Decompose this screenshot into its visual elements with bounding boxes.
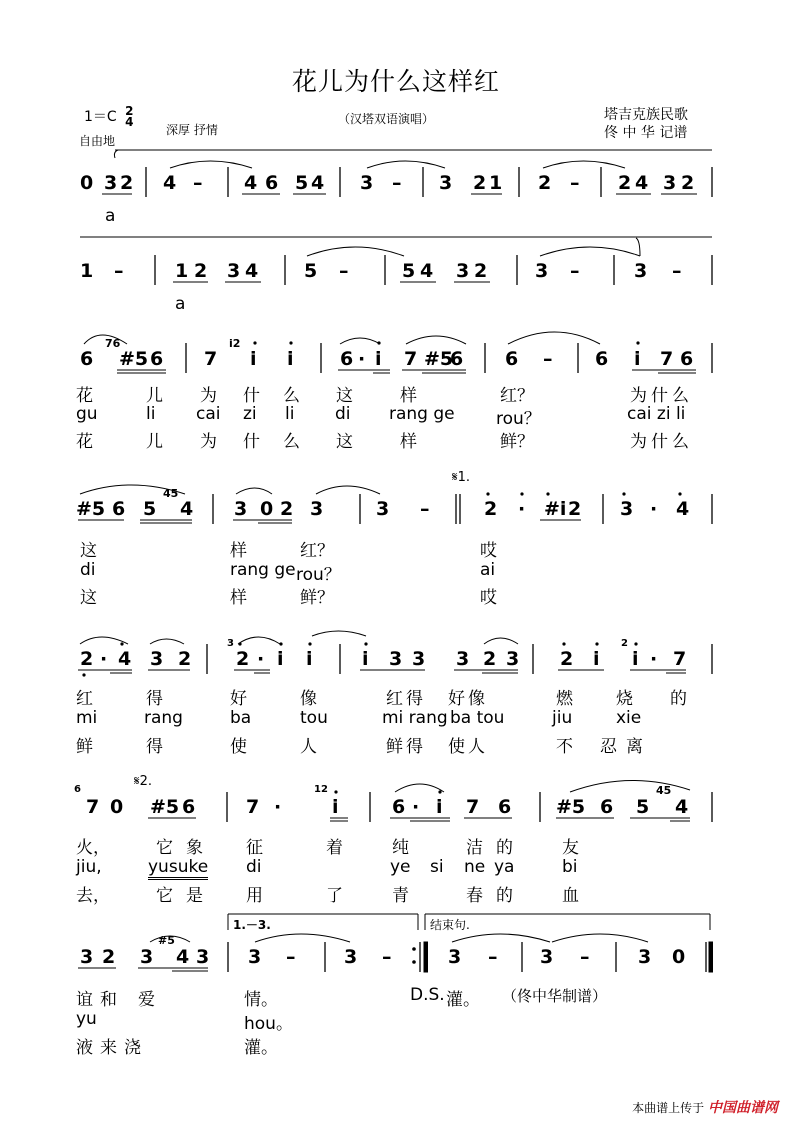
lyric: 儿 [146,432,163,452]
note: 5 [304,260,318,282]
lyric: 么 [283,386,300,406]
grace-note: #5 [158,934,175,947]
note: 3 [456,260,470,282]
page-title: 花儿为什么这样红 [291,67,500,96]
note: #5 [424,348,454,370]
note: 6 [265,172,279,194]
note: – [570,172,580,194]
lyric: 鲜？ [500,432,534,452]
lyric: gu [76,404,98,424]
lyric: 红得 [386,689,426,709]
lyric: 为什么 [630,432,693,452]
lyric: ne [464,857,486,877]
lyric: 液 [76,1038,93,1058]
note: 3 [439,172,453,194]
time-denominator: 4 [125,115,134,129]
note: #5 [119,348,149,370]
note: 4 [245,260,259,282]
lyric: 血 [562,886,579,906]
note: · [358,348,366,370]
bar-lines-row-7 [228,942,706,972]
lyric: 鲜 [76,737,93,757]
lyric: 哎 [480,541,497,561]
lyric: ba tou [450,708,505,728]
note: i [306,648,313,670]
note: 3 [80,946,94,968]
lyric: cai zi li [627,404,686,424]
lyric: li [285,404,295,424]
note: i [375,348,382,370]
lyric: ba [230,708,252,728]
lyric: 使 [230,737,247,757]
lyric: rang [144,708,183,728]
note: 2 [194,260,208,282]
lyric: rou？ [496,409,541,429]
note: 3 [376,498,390,520]
note: i [362,648,369,670]
note: 3 [389,648,403,670]
lyric: 情。 [244,990,278,1010]
note: #i [544,498,567,520]
note: 2 [178,648,192,670]
note: 4 [244,172,258,194]
lyric: 忍 [600,737,617,757]
note: 2 [102,946,116,968]
note: 3 [227,260,241,282]
note: 3 [506,648,520,670]
note: #5 [150,796,180,818]
beams-row-5 [78,670,686,673]
note: · [650,648,658,670]
note: – [286,946,296,968]
note: 2 [568,498,582,520]
note: 4 [420,260,434,282]
grace-note: 45 [656,784,672,797]
slurs-row-6 [395,780,690,792]
note: 1 [80,260,94,282]
lyric: 燃 [556,689,573,709]
lyric: 什 [243,386,260,406]
lyric: 和 [100,990,117,1010]
lyric: 这 [336,386,353,406]
bar-lines-row-2 [155,255,712,285]
note: 3 [540,946,554,968]
slurs-row-1 [114,150,625,168]
lyric: 儿 [146,386,163,406]
slurs-row-5 [80,631,518,644]
note: 2 [236,648,250,670]
beams-row-4 [78,520,581,523]
note: 7 [660,348,674,370]
lyric: 征 [246,838,263,858]
note: 3 [360,172,374,194]
segno-mark: 𝄋1. [452,470,470,485]
lyric: ye [390,857,411,877]
lyric: a [105,206,116,226]
lyric: a [175,294,186,314]
lyric: 离 [626,737,643,757]
note: – [488,946,498,968]
note: 7 [466,796,480,818]
note: 0 [260,498,274,520]
note: 6 [680,348,694,370]
lyric: 什 [243,432,260,452]
lyric: 么 [283,432,300,452]
note: · [100,648,108,670]
lyric: tou [300,708,328,728]
beams-row-7 [78,968,208,971]
note: 2 [120,172,134,194]
note: 3 [140,946,154,968]
lyric: 为什么 [630,386,693,406]
lyric: rang ge [230,560,296,580]
volta-first-ending: 1.－3. [233,918,271,932]
lyric: xie [616,708,642,728]
note: 4 [176,946,190,968]
lyric: rang ge [389,404,455,424]
note: 6 [505,348,519,370]
lyric: 像 [300,689,317,709]
note: 2 [474,260,488,282]
lyric: ya [494,857,515,877]
note: – [392,172,402,194]
note: – [672,260,682,282]
grace-note: 12 [314,784,328,795]
lyric: 是 [186,886,203,906]
note: 2 [483,648,497,670]
lyric: jiu, [76,857,102,877]
note: 6 [392,796,406,818]
note: 6 [150,348,164,370]
lyric: 烧 [616,689,633,709]
note: · [274,796,282,818]
lyric: 样 [230,541,247,561]
lyric: 样 [400,386,417,406]
note: #5 [76,498,106,520]
arranger: 佟 中 华 记谱 [604,125,688,141]
lyric: 样 [230,588,247,608]
lyric: di [246,857,262,877]
lyric: 这 [80,588,97,608]
lyric: 使人 [448,737,488,757]
lyric: di [335,404,351,424]
note: 2 [80,648,94,670]
footer-logo: 中国曲谱网 [708,1100,778,1116]
note: 2 [473,172,487,194]
lyric: 浇 [124,1038,141,1058]
lyric: 它 [156,886,173,906]
note: 3 [344,946,358,968]
lyric: 了 [326,886,343,906]
note: 2 [618,172,632,194]
note: 1 [489,172,503,194]
grace-note: 76 [105,337,121,350]
lyric: 这 [336,432,353,452]
note: 7 [246,796,260,818]
note: 5 [636,796,650,818]
note: i [436,796,443,818]
lyric: 样 [400,432,417,452]
lyric: 哎 [480,588,497,608]
note: i [632,648,639,670]
note: 6 [182,796,196,818]
lyric: ai [480,560,496,580]
lyric: 爱 [138,990,155,1010]
lyric: 谊 [76,990,93,1010]
lyric: 青 [392,886,409,906]
note: 3 [412,648,426,670]
lyric: yusuke [148,857,208,880]
repeat-bar-thick [424,942,428,972]
note: 4 [163,172,177,194]
lyric: 红？ [300,541,334,561]
note: 0 [80,172,94,194]
note: i [634,348,641,370]
note: i [287,348,294,370]
note: 4 [635,172,649,194]
note: – [543,348,553,370]
grace-note: 3 [227,638,234,649]
note: 5 [402,260,416,282]
lyric: 着 [326,838,343,858]
lyric: 纯 [392,838,409,858]
bar-lines-row-1 [146,167,712,197]
note: 4 [675,796,689,818]
note: 6 [450,348,464,370]
slurs-row-7 [150,934,648,942]
final-bar-thick [709,942,713,972]
note: · [257,648,265,670]
volta-coda: 结束句. [430,918,470,932]
slurs-row-2 [307,238,640,256]
lyric: 人 [300,737,317,757]
expression-marking: 深厚 抒情 [166,123,218,137]
note: 3 [456,648,470,670]
lyric: 好像 [448,689,488,709]
note: 6 [600,796,614,818]
note: 6 [112,498,126,520]
lyric: 好 [230,689,247,709]
note: 2 [484,498,498,520]
lyric: 不 [556,737,573,757]
subtitle: （汉塔双语演唱） [338,112,435,126]
volta-brackets [228,914,710,930]
grace-note: 45 [163,487,179,500]
note: 2 [538,172,552,194]
lyric: rou？ [296,565,341,585]
lyric: 它 [156,838,173,858]
note: – [382,946,392,968]
lyric: zi [243,404,257,424]
lyric: 这 [80,541,97,561]
lyric: 得 [146,737,163,757]
note: – [420,498,430,520]
lyric: 花 [76,432,93,452]
slurs-row-4 [80,485,380,494]
lyric: 春 [466,886,483,906]
note: · [518,498,526,520]
note: 6 [595,348,609,370]
lyric: 灌。 [244,1038,278,1058]
segno-mark: 𝄋2. [134,774,152,789]
octave-dots [82,341,681,963]
lyric: mi [76,708,98,728]
lyric: yu [76,1009,97,1029]
note: 3 [248,946,262,968]
note: 3 [638,946,652,968]
lyric: 灌。 [446,990,480,1010]
note: #5 [556,796,586,818]
lyric: jiu [552,708,573,728]
note: – [193,172,203,194]
lyric: si [430,857,444,877]
lyric: 的 [496,838,513,858]
note: 6 [80,348,94,370]
note: 4 [180,498,194,520]
lyric: 去， [76,886,110,906]
grace-note: 6 [74,784,81,795]
note: 3 [620,498,634,520]
lyric: 鲜得 [386,737,426,757]
note: – [339,260,349,282]
lyric: 友 [562,838,579,858]
note: 2 [681,172,695,194]
note: – [114,260,124,282]
lyric: 得 [146,689,163,709]
note: – [570,260,580,282]
lyric: mi rang [382,708,448,728]
note: 3 [150,648,164,670]
lyric: 火， [76,838,110,858]
lyric: 为 [200,386,217,406]
footer [632,1097,778,1117]
lyric: 红 [76,689,93,709]
lyric: D.S. [410,985,445,1005]
lyric: 来 [100,1038,117,1058]
origin: 塔吉克族民歌 [604,107,688,123]
note: 2 [280,498,294,520]
lyric: bi [562,857,578,877]
note: 1 [175,260,189,282]
lyric: 用 [246,886,263,906]
lyric: 红？ [500,386,534,406]
lyric: 为 [200,432,217,452]
beams-row-3 [117,370,696,373]
grace-note: i2 [229,337,241,350]
note: i [332,796,339,818]
note: 7 [404,348,418,370]
note: 4 [311,172,325,194]
note: 3 [234,498,248,520]
note: 3 [535,260,549,282]
note: i [250,348,257,370]
note: 4 [118,648,132,670]
note: 3 [634,260,648,282]
lyric: 鲜？ [300,588,334,608]
lyric: li [146,404,156,424]
note: 0 [672,946,686,968]
note: 0 [110,796,124,818]
tempo-marking: 自由地 [79,134,116,148]
note: – [580,946,590,968]
lyric: 的 [496,886,513,906]
lyric: 的 [670,689,687,709]
note: 3 [310,498,324,520]
note: · [412,796,420,818]
note: 5 [143,498,157,520]
bar-lines-row-3 [186,343,712,373]
note: i [593,648,600,670]
note: 4 [676,498,690,520]
lyric: 花 [76,386,93,406]
note: 7 [673,648,687,670]
time-numerator: 2 [125,104,134,118]
footer-text: 本曲谱上传于 [632,1101,705,1115]
lyric: di [80,560,96,580]
slurs-row-3 [84,332,600,344]
lyric: 象 [186,838,203,858]
note: 3 [196,946,210,968]
note: i [277,648,284,670]
key-label: 1＝C [84,109,117,125]
note: · [650,498,658,520]
note: 5 [295,172,309,194]
note: 7 [204,348,218,370]
note: 6 [340,348,354,370]
lyric: 洁 [466,838,483,858]
note: 6 [498,796,512,818]
note: 3 [448,946,462,968]
note: 2 [560,648,574,670]
lyric: （佟中华制谱） [502,987,608,1005]
grace-note: 2 [621,638,628,649]
beams-row-6 [148,818,690,821]
note: 7 [86,796,100,818]
lyric: cai [196,404,221,424]
note: 3 [663,172,677,194]
note: 3 [104,172,118,194]
lyric: hou。 [244,1014,293,1034]
